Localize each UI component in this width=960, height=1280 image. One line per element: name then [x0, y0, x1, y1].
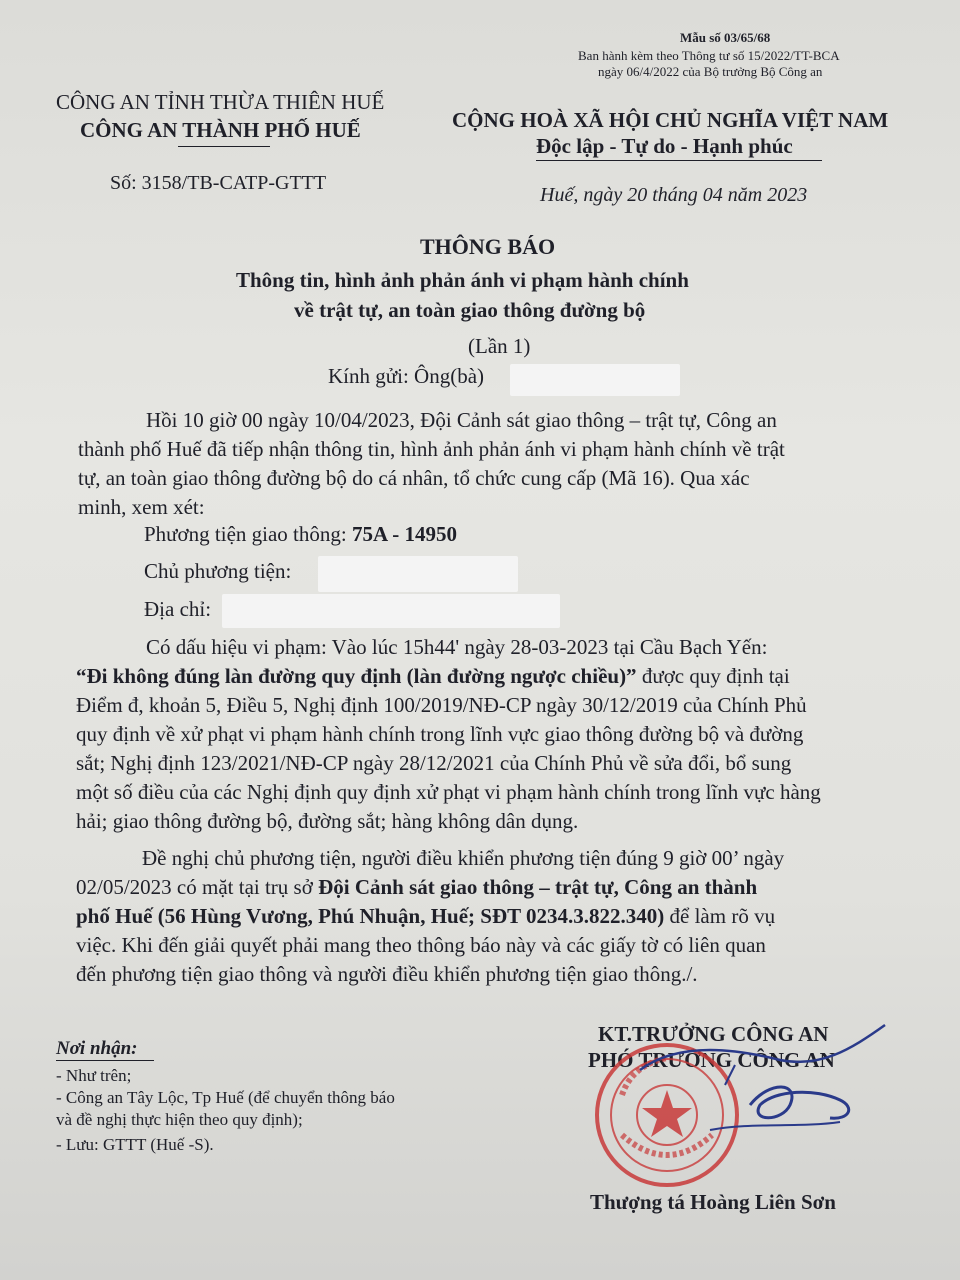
- agency-underline: [178, 146, 270, 147]
- nation-name: CỘNG HOÀ XÃ HỘI CHỦ NGHĨA VIỆT NAM: [452, 108, 889, 132]
- violation-line2: [76, 662, 790, 691]
- violation-line2-rest: được quy định tại: [636, 664, 790, 688]
- agency-parent: CÔNG AN TỈNH THỪA THIÊN HUẾ: [56, 90, 385, 114]
- document-subtitle-line2: về trật tự, an toàn giao thông đường bộ: [294, 298, 646, 322]
- request-line5: đến phương tiện giao thông và người điều khiển phương tiện giao thông./.: [76, 962, 698, 986]
- signer-name: Thượng tá Hoàng Liên Sơn: [590, 1190, 836, 1214]
- signature-icon: [600, 1010, 900, 1160]
- redacted-address: [222, 594, 560, 628]
- vehicle-label: Phương tiện giao thông:: [144, 522, 347, 546]
- intro-line4: minh, xem xét:: [78, 495, 205, 519]
- violation-line3: Điểm đ, khoản 5, Điều 5, Nghị định 100/2019/NĐ-CP ngày 30/12/2019 của Chính Phủ: [76, 693, 807, 717]
- address-label: Địa chỉ:: [144, 597, 212, 621]
- national-motto: Độc lập - Tự do - Hạnh phúc: [536, 134, 793, 158]
- recipients-title: Nơi nhận:: [56, 1038, 138, 1059]
- request-line4: việc. Khi đến giải quyết phải mang theo thông báo này và các giấy tờ có liên quan: [76, 933, 766, 957]
- document-number: Số: 3158/TB-CATP-GTTT: [110, 172, 327, 194]
- form-issued-line2: ngày 06/4/2022 của Bộ trưởng Bộ Công an: [598, 64, 823, 79]
- notice-times: (Lần 1): [468, 334, 531, 358]
- document-subtitle-line1: Thông tin, hình ảnh phản ánh vi phạm hành chính: [236, 268, 689, 292]
- violation-line7: hải; giao thông đường bộ, đường sắt; hàng không dân dụng.: [76, 809, 579, 833]
- recipient-2b: và đề nghị thực hiện theo quy định);: [56, 1110, 303, 1129]
- owner-label: Chủ phương tiện:: [144, 559, 292, 583]
- form-issued-line1: Ban hành kèm theo Thông tư số 15/2022/TT-BCA: [578, 48, 840, 63]
- request-line1: Đề nghị chủ phương tiện, người điều khiển phương tiện đúng 9 giờ 00’ ngày: [142, 846, 785, 870]
- violation-line6: một số điều của các Nghị định quy định xử phạt vi phạm hành chính trong lĩnh vực hàng: [76, 780, 821, 804]
- form-number: Mẫu số 03/65/68: [680, 30, 771, 45]
- addressee-label: Kính gửi: Ông(bà): [328, 364, 485, 388]
- recipient-1: - Như trên;: [56, 1066, 132, 1085]
- signer-title-line1: KT.TRƯỞNG CÔNG AN: [598, 1022, 829, 1046]
- recipients-underline: [56, 1060, 154, 1061]
- intro-line3: tự, an toàn giao thông đường bộ do cá nhân, tổ chức cung cấp (Mã 16). Qua xác: [78, 466, 750, 490]
- request-line3: [76, 902, 775, 931]
- violation-description: “Đi không đúng làn đường quy định (làn đường ngược chiều)”: [76, 664, 637, 688]
- agency-name: CÔNG AN THÀNH PHỐ HUẾ: [80, 118, 361, 142]
- motto-underline: [536, 160, 822, 161]
- vehicle-plate: 75A - 14950: [351, 522, 457, 546]
- office-address: phố Huế (56 Hùng Vương, Phú Nhuận, Huế; SĐT 0234.3.822.340): [76, 904, 665, 928]
- intro-line1: Hồi 10 giờ 00 ngày 10/04/2023, Đội Cảnh sát giao thông – trật tự, Công an: [146, 408, 777, 432]
- request-line2-start: 02/05/2023 có mặt tại trụ sở: [76, 875, 319, 899]
- signer-title-line2: PHÓ TRƯỞNG CÔNG AN: [588, 1048, 835, 1072]
- issue-date: Huế, ngày 20 tháng 04 năm 2023: [540, 184, 808, 206]
- request-line2: [76, 873, 757, 902]
- document-title: THÔNG BÁO: [420, 234, 556, 259]
- recipient-2a: - Công an Tây Lộc, Tp Huế (để chuyển thông báo: [56, 1088, 395, 1107]
- intro-line2: thành phố Huế đã tiếp nhận thông tin, hình ảnh phản ánh vi phạm hành chính về trật: [78, 437, 785, 461]
- violation-line4: quy định về xử phạt vi phạm hành chính trong lĩnh vực giao thông đường bộ và đường: [76, 722, 804, 746]
- violation-line1: Có dấu hiệu vi phạm: Vào lúc 15h44' ngày 28-03-2023 tại Cầu Bạch Yến:: [146, 635, 768, 659]
- vehicle-row: [144, 520, 457, 549]
- redacted-owner: [318, 556, 518, 592]
- redacted-addressee: [510, 364, 680, 396]
- request-line3-rest: để làm rõ vụ: [664, 904, 776, 928]
- recipient-3: - Lưu: GTTT (Huế -S).: [56, 1135, 214, 1154]
- office-name: Đội Cảnh sát giao thông – trật tự, Công an thành: [318, 875, 758, 899]
- violation-line5: sắt; Nghị định 123/2021/NĐ-CP ngày 28/12/2021 của Chính Phủ về sửa đổi, bổ sung: [76, 751, 792, 775]
